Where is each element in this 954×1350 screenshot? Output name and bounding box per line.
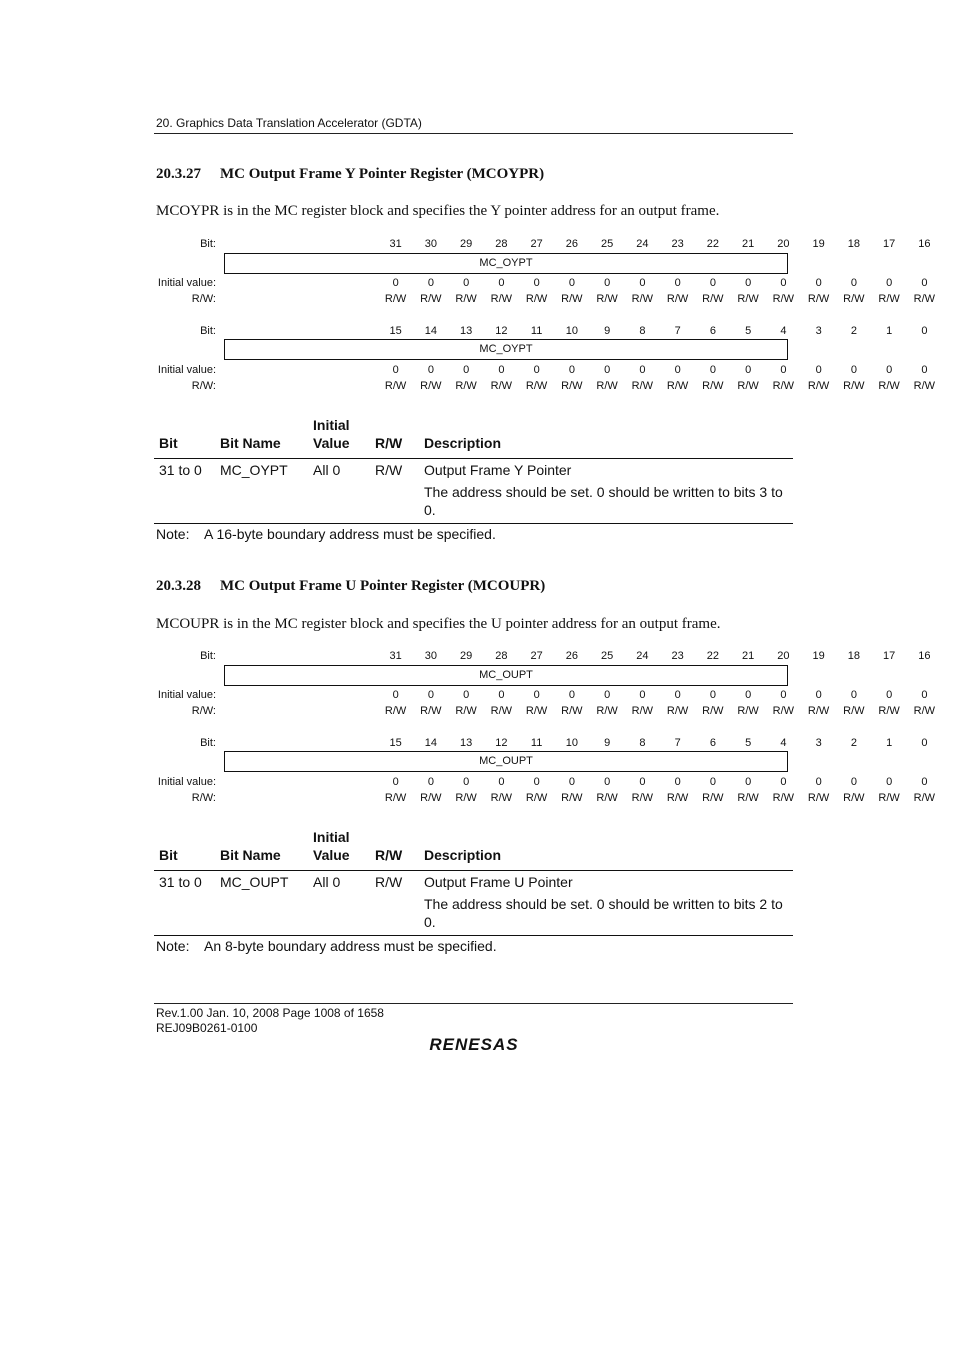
rw-value: R/W — [490, 293, 513, 305]
register-diagram-mcoypr — [154, 237, 936, 417]
col-initial-line2: Value — [313, 847, 350, 863]
row-rw: R/W — [375, 874, 403, 890]
rw-value: R/W — [737, 380, 759, 392]
bit-number: 17 — [883, 650, 896, 662]
bit-number: 21 — [742, 650, 755, 662]
register-field-upper: MC_OYPT — [224, 253, 788, 274]
bit-number: 31 — [389, 650, 402, 662]
rw-value: R/W — [455, 705, 477, 717]
bit-number: 12 — [495, 737, 508, 749]
bit-number: 26 — [565, 650, 578, 662]
bit-number: 25 — [601, 650, 614, 662]
rw-value: R/W — [384, 380, 407, 392]
row-bit: 31 to 0 — [159, 462, 202, 478]
table-header-rule — [154, 870, 793, 871]
rw-value: R/W — [702, 293, 724, 305]
bit-number: 12 — [495, 325, 508, 337]
bit-number: 21 — [742, 238, 755, 250]
rw-value: R/W — [666, 705, 689, 717]
rw-value: R/W — [420, 380, 442, 392]
rw-value: R/W — [843, 705, 865, 717]
table-bottom-rule — [154, 523, 793, 524]
row-initial: All 0 — [313, 462, 341, 478]
footer-rule — [154, 1003, 793, 1004]
initial-value: 0 — [815, 277, 822, 289]
bit-number: 0 — [921, 325, 928, 337]
initial-value: 0 — [709, 689, 716, 701]
bit-number: 9 — [604, 325, 611, 337]
col-description: Description — [424, 435, 502, 451]
rw-value: R/W — [878, 293, 900, 305]
bit-number: 1 — [886, 325, 893, 337]
bit-number: 7 — [674, 325, 681, 337]
initial-value: 0 — [427, 277, 434, 289]
register-field-lower: MC_OUPT — [224, 751, 788, 772]
initial-value: 0 — [604, 364, 611, 376]
initial-value: 0 — [604, 277, 611, 289]
rw-value: R/W — [490, 792, 513, 804]
rw-value: R/W — [384, 705, 407, 717]
rw-value: R/W — [561, 792, 583, 804]
section-title-mcoypr — [156, 166, 544, 183]
rw-value: R/W — [807, 792, 830, 804]
note-mcoypr — [156, 526, 496, 542]
initial-value: 0 — [886, 364, 893, 376]
bit-number: 27 — [530, 650, 543, 662]
rw-value: R/W — [737, 705, 759, 717]
initial-value: 0 — [533, 689, 540, 701]
rw-label: R/W: — [191, 380, 216, 392]
bit-number: 9 — [604, 737, 611, 749]
rw-value: R/W — [490, 705, 513, 717]
rw-label: R/W: — [191, 792, 216, 804]
section-title-mcoupr — [156, 578, 545, 595]
initial-value: 0 — [709, 364, 716, 376]
initial-value: 0 — [427, 776, 434, 788]
initial-value: 0 — [780, 277, 787, 289]
initial-value: 0 — [463, 689, 470, 701]
initial-value-label: Initial value: — [157, 776, 216, 788]
register-diagram-mcoupr — [154, 649, 936, 829]
bit-number: 19 — [812, 238, 825, 250]
bit-number: 7 — [674, 737, 681, 749]
rw-value: R/W — [525, 792, 548, 804]
rw-value: R/W — [596, 705, 618, 717]
initial-value: 0 — [921, 776, 928, 788]
row-rw: R/W — [375, 462, 403, 478]
col-bit-name: Bit Name — [220, 435, 281, 451]
bit-number: 31 — [389, 238, 402, 250]
initial-value: 0 — [921, 277, 928, 289]
footer-revision: Rev.1.00 Jan. 10, 2008 Page 1008 of 1658 — [156, 1006, 384, 1020]
col-bit-name: Bit Name — [220, 847, 281, 863]
header-rule — [154, 133, 793, 134]
bit-number: 14 — [424, 325, 437, 337]
bit-number: 8 — [639, 737, 646, 749]
initial-value: 0 — [498, 277, 505, 289]
bit-table-mcoupr — [156, 830, 793, 938]
rw-value: R/W — [525, 705, 548, 717]
initial-value: 0 — [533, 776, 540, 788]
initial-value: 0 — [850, 776, 857, 788]
bit-number: 15 — [389, 737, 402, 749]
bit-number: 6 — [709, 737, 716, 749]
rw-value: R/W — [913, 705, 936, 717]
initial-value: 0 — [498, 776, 505, 788]
initial-value: 0 — [533, 277, 540, 289]
register-field-lower: MC_OYPT — [224, 339, 788, 360]
bit-number: 30 — [424, 238, 437, 250]
rw-value: R/W — [631, 705, 654, 717]
initial-value: 0 — [604, 689, 611, 701]
initial-value: 0 — [392, 689, 399, 701]
initial-value: 0 — [392, 277, 399, 289]
initial-value: 0 — [886, 776, 893, 788]
bit-number: 16 — [918, 650, 931, 662]
note-label: Note: — [156, 526, 190, 542]
initial-value: 0 — [674, 689, 681, 701]
bit-number: 5 — [745, 737, 752, 749]
register-field-upper: MC_OUPT — [224, 665, 788, 686]
row-description-detail: The address should be set. 0 should be written to bits 3 to 0. — [424, 484, 783, 518]
initial-value: 0 — [533, 364, 540, 376]
section-number: 20.3.27 — [156, 166, 201, 182]
initial-value-label: Initial value: — [157, 364, 216, 376]
initial-value: 0 — [604, 776, 611, 788]
rw-value: R/W — [702, 380, 724, 392]
bit-number: 3 — [815, 325, 822, 337]
bit-number: 10 — [565, 325, 578, 337]
section-heading: MC Output Frame U Pointer Register (MCOUPR) — [220, 578, 546, 594]
col-rw: R/W — [375, 435, 403, 451]
initial-value: 0 — [427, 364, 434, 376]
rw-value: R/W — [702, 792, 724, 804]
rw-value: R/W — [384, 293, 407, 305]
rw-value: R/W — [843, 293, 865, 305]
bit-label: Bit: — [200, 650, 216, 662]
col-initial-line2: Value — [313, 435, 350, 451]
bit-number: 10 — [565, 737, 578, 749]
initial-value: 0 — [427, 689, 434, 701]
rw-value: R/W — [455, 792, 477, 804]
initial-value: 0 — [709, 776, 716, 788]
bit-number: 4 — [780, 737, 787, 749]
rw-value: R/W — [384, 792, 407, 804]
bit-number: 20 — [777, 650, 790, 662]
col-rw: R/W — [375, 847, 403, 863]
initial-value: 0 — [815, 364, 822, 376]
initial-value: 0 — [568, 277, 575, 289]
initial-value: 0 — [745, 364, 752, 376]
bit-number: 4 — [780, 325, 787, 337]
rw-value: R/W — [807, 293, 830, 305]
note-text: An 8-byte boundary address must be specified. — [204, 938, 497, 954]
rw-value: R/W — [631, 293, 654, 305]
rw-label: R/W: — [191, 705, 216, 717]
bit-number: 17 — [883, 238, 896, 250]
rw-value: R/W — [772, 380, 795, 392]
bit-number: 3 — [815, 737, 822, 749]
rw-value: R/W — [631, 380, 654, 392]
initial-value: 0 — [921, 364, 928, 376]
initial-value: 0 — [674, 277, 681, 289]
col-initial-line1: Initial — [313, 417, 350, 433]
initial-value: 0 — [639, 776, 646, 788]
initial-value: 0 — [886, 689, 893, 701]
rw-value: R/W — [561, 293, 583, 305]
rw-value: R/W — [807, 705, 830, 717]
bit-number: 23 — [671, 238, 684, 250]
rw-value: R/W — [843, 380, 865, 392]
initial-value: 0 — [568, 689, 575, 701]
section-intro: MCOYPR is in the MC register block and specifies the Y pointer address for an output frame. — [156, 203, 720, 219]
initial-value: 0 — [886, 277, 893, 289]
bit-number: 19 — [812, 650, 825, 662]
bit-number: 23 — [671, 650, 684, 662]
note-text: A 16-byte boundary address must be specified. — [204, 526, 496, 542]
row-description-detail: The address should be set. 0 should be written to bits 2 to 0. — [424, 896, 783, 930]
initial-value: 0 — [392, 776, 399, 788]
rw-value: R/W — [596, 293, 618, 305]
bit-number: 16 — [918, 238, 931, 250]
bit-number: 11 — [530, 325, 543, 337]
initial-value: 0 — [463, 776, 470, 788]
rw-value: R/W — [561, 705, 583, 717]
row-bit-name: MC_OYPT — [220, 462, 288, 478]
initial-value: 0 — [568, 364, 575, 376]
rw-value: R/W — [702, 705, 724, 717]
initial-value: 0 — [745, 277, 752, 289]
rw-value: R/W — [913, 380, 936, 392]
rw-value: R/W — [525, 293, 548, 305]
bit-number: 28 — [495, 238, 508, 250]
bit-number: 24 — [636, 650, 649, 662]
bit-number: 20 — [777, 238, 790, 250]
bit-number: 8 — [639, 325, 646, 337]
section-heading: MC Output Frame Y Pointer Register (MCOYPR) — [220, 166, 545, 182]
rw-value: R/W — [666, 293, 689, 305]
rw-value: R/W — [490, 380, 513, 392]
initial-value: 0 — [463, 277, 470, 289]
initial-value: 0 — [392, 364, 399, 376]
rw-value: R/W — [596, 380, 618, 392]
note-label: Note: — [156, 938, 190, 954]
row-bit-name: MC_OUPT — [220, 874, 289, 890]
running-header: 20. Graphics Data Translation Accelerator (GDTA) — [156, 116, 422, 130]
bit-number: 29 — [460, 650, 473, 662]
renesas-logo — [414, 1034, 534, 1054]
bit-label: Bit: — [200, 737, 216, 749]
bit-label: Bit: — [200, 238, 216, 250]
initial-value: 0 — [674, 364, 681, 376]
footer-document-id: REJ09B0261-0100 — [156, 1021, 258, 1035]
initial-value: 0 — [780, 364, 787, 376]
initial-value: 0 — [850, 689, 857, 701]
row-bit: 31 to 0 — [159, 874, 202, 890]
row-description-title: Output Frame Y Pointer — [424, 462, 572, 478]
rw-value: R/W — [525, 380, 548, 392]
initial-value: 0 — [639, 689, 646, 701]
rw-value: R/W — [596, 792, 618, 804]
bit-number: 1 — [886, 737, 893, 749]
bit-number: 18 — [847, 238, 860, 250]
bit-number: 15 — [389, 325, 402, 337]
bit-table-mcoypr — [156, 418, 793, 526]
bit-number: 24 — [636, 238, 649, 250]
rw-label: R/W: — [191, 293, 216, 305]
rw-value: R/W — [913, 792, 936, 804]
initial-value: 0 — [639, 364, 646, 376]
col-description: Description — [424, 847, 502, 863]
initial-value: 0 — [639, 277, 646, 289]
initial-value: 0 — [463, 364, 470, 376]
initial-value: 0 — [498, 689, 505, 701]
rw-value: R/W — [455, 380, 477, 392]
initial-value: 0 — [709, 277, 716, 289]
bit-number: 27 — [530, 238, 543, 250]
rw-value: R/W — [807, 380, 830, 392]
bit-number: 22 — [706, 650, 719, 662]
bit-label: Bit: — [200, 325, 216, 337]
rw-value: R/W — [913, 293, 936, 305]
rw-value: R/W — [455, 293, 477, 305]
rw-value: R/W — [420, 293, 442, 305]
bit-number: 28 — [495, 650, 508, 662]
bit-number: 30 — [424, 650, 437, 662]
initial-value: 0 — [815, 689, 822, 701]
bit-number: 13 — [460, 325, 473, 337]
bit-number: 14 — [424, 737, 437, 749]
bit-number: 29 — [460, 238, 473, 250]
rw-value: R/W — [666, 380, 689, 392]
bit-number: 18 — [847, 650, 860, 662]
logo-text: RENESAS — [429, 1035, 519, 1054]
rw-value: R/W — [772, 705, 795, 717]
rw-value: R/W — [631, 792, 654, 804]
rw-value: R/W — [772, 792, 795, 804]
rw-value: R/W — [420, 792, 442, 804]
note-mcoupr — [156, 938, 497, 954]
rw-value: R/W — [561, 380, 583, 392]
bit-number: 5 — [745, 325, 752, 337]
rw-value: R/W — [772, 293, 795, 305]
bit-number: 6 — [709, 325, 716, 337]
initial-value: 0 — [568, 776, 575, 788]
col-initial-line1: Initial — [313, 829, 350, 845]
initial-value: 0 — [780, 689, 787, 701]
section-number: 20.3.28 — [156, 578, 201, 594]
col-bit: Bit — [159, 435, 178, 451]
bit-number: 25 — [601, 238, 614, 250]
table-header — [156, 418, 793, 458]
bit-number: 22 — [706, 238, 719, 250]
initial-value: 0 — [674, 776, 681, 788]
rw-value: R/W — [878, 792, 900, 804]
initial-value: 0 — [498, 364, 505, 376]
bit-number: 0 — [921, 737, 928, 749]
initial-value: 0 — [780, 776, 787, 788]
rw-value: R/W — [737, 792, 759, 804]
rw-value: R/W — [666, 792, 689, 804]
initial-value-label: Initial value: — [157, 277, 216, 289]
rw-value: R/W — [878, 380, 900, 392]
table-header — [156, 830, 793, 870]
initial-value: 0 — [850, 277, 857, 289]
bit-number: 13 — [460, 737, 473, 749]
initial-value: 0 — [850, 364, 857, 376]
row-initial: All 0 — [313, 874, 341, 890]
bit-number: 11 — [530, 737, 543, 749]
initial-value: 0 — [921, 689, 928, 701]
rw-value: R/W — [843, 792, 865, 804]
col-bit: Bit — [159, 847, 178, 863]
section-intro: MCOUPR is in the MC register block and specifies the U pointer address for an output frame. — [156, 616, 721, 632]
initial-value-label: Initial value: — [157, 689, 216, 701]
rw-value: R/W — [420, 705, 442, 717]
initial-value: 0 — [815, 776, 822, 788]
rw-value: R/W — [878, 705, 900, 717]
rw-value: R/W — [737, 293, 759, 305]
initial-value: 0 — [745, 689, 752, 701]
table-bottom-rule — [154, 935, 793, 936]
initial-value: 0 — [745, 776, 752, 788]
bit-number: 2 — [850, 737, 857, 749]
row-description-title: Output Frame U Pointer — [424, 874, 573, 890]
bit-number: 2 — [850, 325, 857, 337]
bit-number: 26 — [565, 238, 578, 250]
table-header-rule — [154, 458, 793, 459]
